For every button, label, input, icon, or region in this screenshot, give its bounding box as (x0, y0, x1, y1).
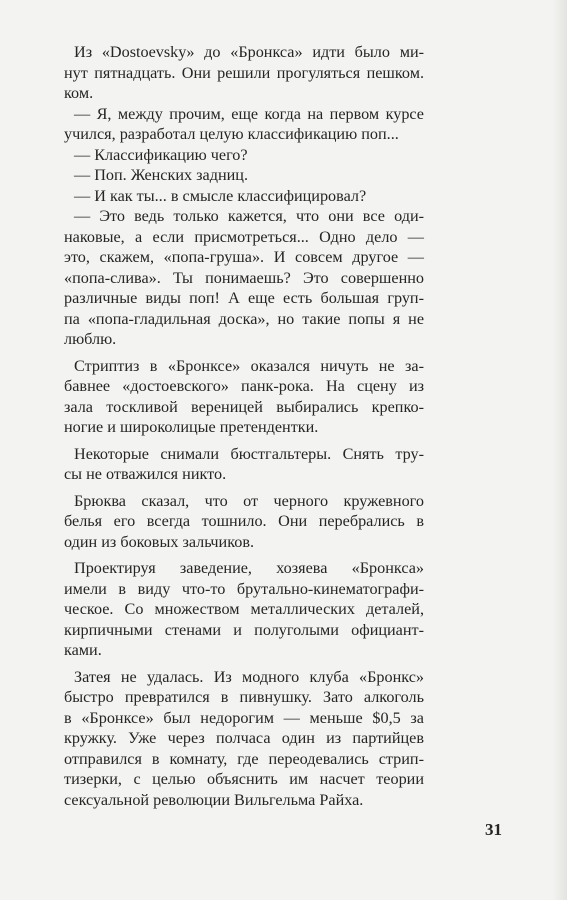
text-line: — Поп. Женских задниц. (74, 166, 249, 184)
text-line: различные виды поп! А еще есть большая груп- (64, 289, 424, 307)
text-line: ческое. Со множеством металлических деталей, (64, 600, 424, 618)
text-line: один из боковых зальчиков. (64, 532, 255, 551)
text-line: Из «Dostoevsky» до «Бронкса» идти было ми- (74, 43, 424, 61)
text-line: имели в виду что-то брутально-кинематографи- (64, 579, 424, 598)
text-line: бавнее «достоевского» панк-рока. На сцену из (64, 377, 424, 395)
text-line: быстро превратился в пивнушку. Зато алкоголь (64, 688, 424, 706)
text-line: белья его всегда тошнило. Они перебрались в (64, 512, 424, 530)
text-line: — Классификацию чего? (74, 145, 248, 164)
page-number: 31 (485, 820, 502, 839)
text-line: «попа-слива». Ты понимаешь? Это совершенно (64, 268, 424, 287)
text-line: учился, разработал целую классификацию поп... (64, 125, 399, 143)
text-line: это, скажем, «попа-груша». И совсем другое — (64, 248, 424, 266)
text-line: кирпичными стенами и полуголыми официант- (64, 620, 424, 639)
text-line: наковые, а если присмотреться... Одно дело — (64, 227, 424, 246)
text-line: — И как ты... в смысле классифицировал? (74, 186, 367, 205)
text-line: Затея не удалась. Из модного клуба «Бронкс» (74, 667, 424, 686)
text-line: — Это ведь только кажется, что они все оди- (74, 207, 424, 225)
text-line: в «Бронксе» был недорогим — меньше $0,5 за (64, 708, 424, 727)
text-line: тизерки, с целью объяснить им насчет теории (64, 770, 424, 788)
text-line: отправился в комнату, где переодевались стрип- (64, 749, 424, 768)
text-line: ками. (64, 641, 102, 659)
text-line: ногие и широколицые претендентки. (64, 418, 319, 436)
text-line: зала тоскливой вереницей выбирались крепко- (64, 397, 424, 416)
text-line: па «попа-гладильная доска», но такие попы я не (64, 309, 424, 328)
text-line: — Я, между прочим, еще когда на первом курсе (74, 104, 424, 123)
text-line: нут пятнадцать. Они решили прогуляться пешком. (64, 63, 424, 82)
text-line: люблю. (64, 330, 117, 348)
body-text (64, 42, 424, 810)
text-line: кружку. Уже через полчаса один из партийцев (64, 729, 424, 747)
text-line: сексуальной революции Вильгельма Райха. (64, 790, 364, 809)
text-line: Некоторые снимали бюстгальтеры. Снять тру- (74, 444, 424, 463)
text-line: ком. (64, 84, 94, 102)
text-line: Проектируя заведение, хозяева «Бронкса» (74, 559, 424, 577)
text-line: сы не отважился никто. (64, 465, 227, 483)
text-line: Стриптиз в «Бронксе» оказался ничуть не за- (74, 356, 424, 375)
text-line: Брюква сказал, что от черного кружевного (74, 491, 424, 510)
page-edge-shadow (553, 0, 567, 900)
